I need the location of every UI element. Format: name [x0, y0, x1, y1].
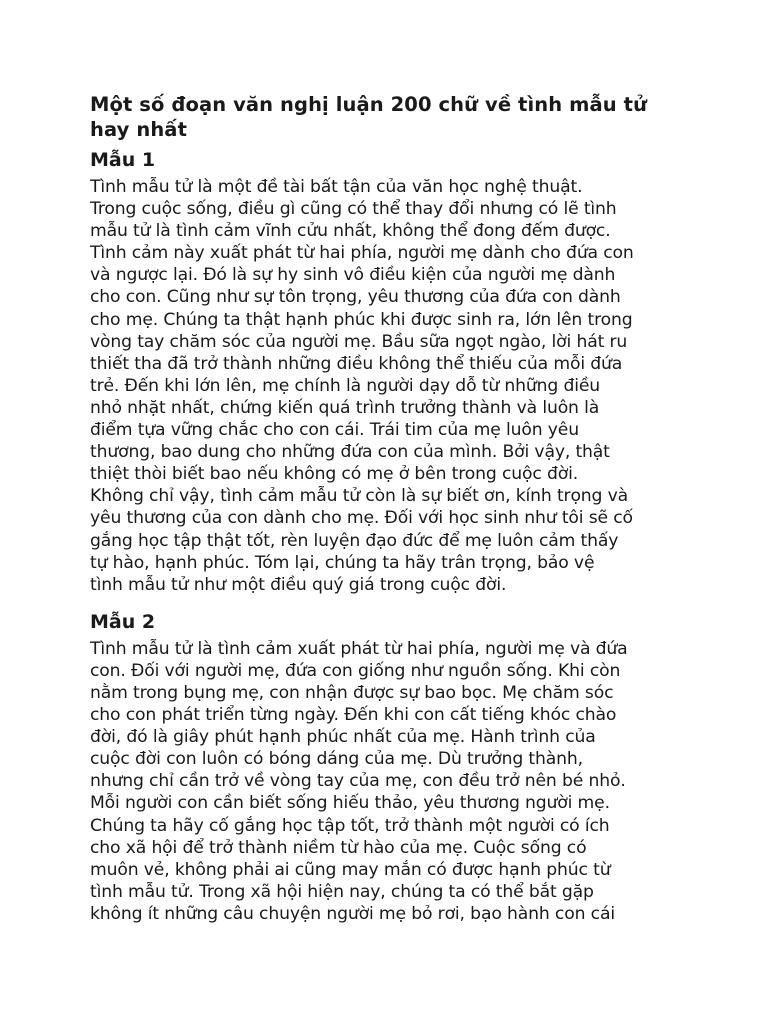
text-line: nằm trong bụng mẹ, con nhận được sự bao bọc. Mẹ chăm sóc — [90, 682, 614, 703]
text-line: và ngược lại. Đó là sự hy sinh vô điều kiện của người mẹ dành — [90, 265, 616, 286]
text-line: cuộc đời con luôn có bóng dáng của mẹ. Dù trưởng thành, — [90, 749, 583, 770]
text-line: con. Đối với người mẹ, đứa con giống như nguồn sống. Khi còn — [90, 660, 621, 681]
text-line: đời, đó là giây phút hạnh phúc nhất của mẹ. Hành trình của — [90, 727, 596, 748]
text-line: cho con. Cũng như sự tôn trọng, yêu thương của đứa con dành — [90, 287, 621, 308]
text-line: không ít những câu chuyện người mẹ bỏ rơi, bạo hành con cái — [90, 903, 615, 924]
text-line: gắng học tập thật tốt, rèn luyện đạo đức để mẹ luôn cảm thấy — [90, 530, 619, 551]
text-line: thiết tha đã trở thành những điều không thể thiếu của mỗi đứa — [90, 353, 623, 374]
text-line: điểm tựa vững chắc cho con cái. Trái tim của mẹ luôn yêu — [90, 420, 579, 441]
title-line: hay nhất — [90, 118, 187, 141]
section-body-mau-2 — [90, 638, 690, 925]
text-line: tình mẫu tử như một điều quý giá trong cuộc đời. — [90, 574, 507, 595]
text-line: nhỏ nhặt nhất, chứng kiến quá trình trưởng thành và luôn là — [90, 397, 600, 418]
section-body-mau-1 — [90, 176, 690, 596]
text-line: Tình cảm này xuất phát từ hai phía, người mẹ dành cho đứa con — [90, 243, 634, 264]
text-line: thiệt thòi biết bao nếu không có mẹ ở bên trong cuộc đời. — [90, 464, 579, 485]
text-line: Tình mẫu tử là một đề tài bất tận của văn học nghệ thuật. — [90, 177, 583, 197]
text-line: vòng tay chăm sóc của người mẹ. Bầu sữa ngọt ngào, lời hát ru — [90, 331, 628, 352]
text-line: nhưng chỉ cần trở về vòng tay của mẹ, con đều trở nên bé nhỏ. — [90, 771, 626, 792]
text-line: muôn vẻ, không phải ai cũng may mắn có được hạnh phúc từ — [90, 859, 611, 880]
text-line: cho mẹ. Chúng ta thật hạnh phúc khi được sinh ra, lớn lên trong — [90, 309, 633, 330]
text-line: Tình mẫu tử là tình cảm xuất phát từ hai phía, người mẹ và đứa — [90, 638, 628, 659]
title-line: Một số đoạn văn nghị luận 200 chữ về tình mẫu tử — [90, 93, 648, 116]
text-line: tình mẫu tử. Trong xã hội hiện nay, chúng ta có thể bắt gặp — [90, 881, 594, 902]
section-heading-mau-2: Mẫu 2 — [90, 610, 156, 633]
text-line: cho con phát triển từng ngày. Đến khi con cất tiếng khóc chào — [90, 705, 617, 726]
section-heading-mau-1: Mẫu 1 — [90, 149, 156, 171]
text-line: mẫu tử là tình cảm vĩnh cửu nhất, không thể đong đếm được. — [90, 221, 611, 242]
text-line: yêu thương của con dành cho mẹ. Đối với học sinh như tôi sẽ cố — [90, 508, 633, 529]
text-line: Trong cuộc sống, điều gì cũng có thể thay đổi nhưng có lẽ tình — [90, 199, 617, 220]
text-line: Không chỉ vậy, tình cảm mẫu tử còn là sự biết ơn, kính trọng và — [90, 486, 629, 507]
text-line: trẻ. Đến khi lớn lên, mẹ chính là người dạy dỗ từ những điều — [90, 375, 600, 396]
text-line: Mỗi người con cần biết sống hiếu thảo, yêu thương người mẹ. — [90, 793, 610, 814]
document-page — [90, 92, 690, 925]
text-line: thương, bao dung cho những đứa con của mình. Bởi vậy, thật — [90, 442, 610, 463]
text-line: Chúng ta hãy cố gắng học tập tốt, trở thành một người có ích — [90, 815, 610, 836]
text-line: cho xã hội để trở thành niềm từ hào của mẹ. Cuộc sống có — [90, 837, 587, 858]
document-title — [90, 92, 690, 142]
text-line: tự hào, hạnh phúc. Tóm lại, chúng ta hãy trân trọng, bảo vệ — [90, 552, 595, 573]
